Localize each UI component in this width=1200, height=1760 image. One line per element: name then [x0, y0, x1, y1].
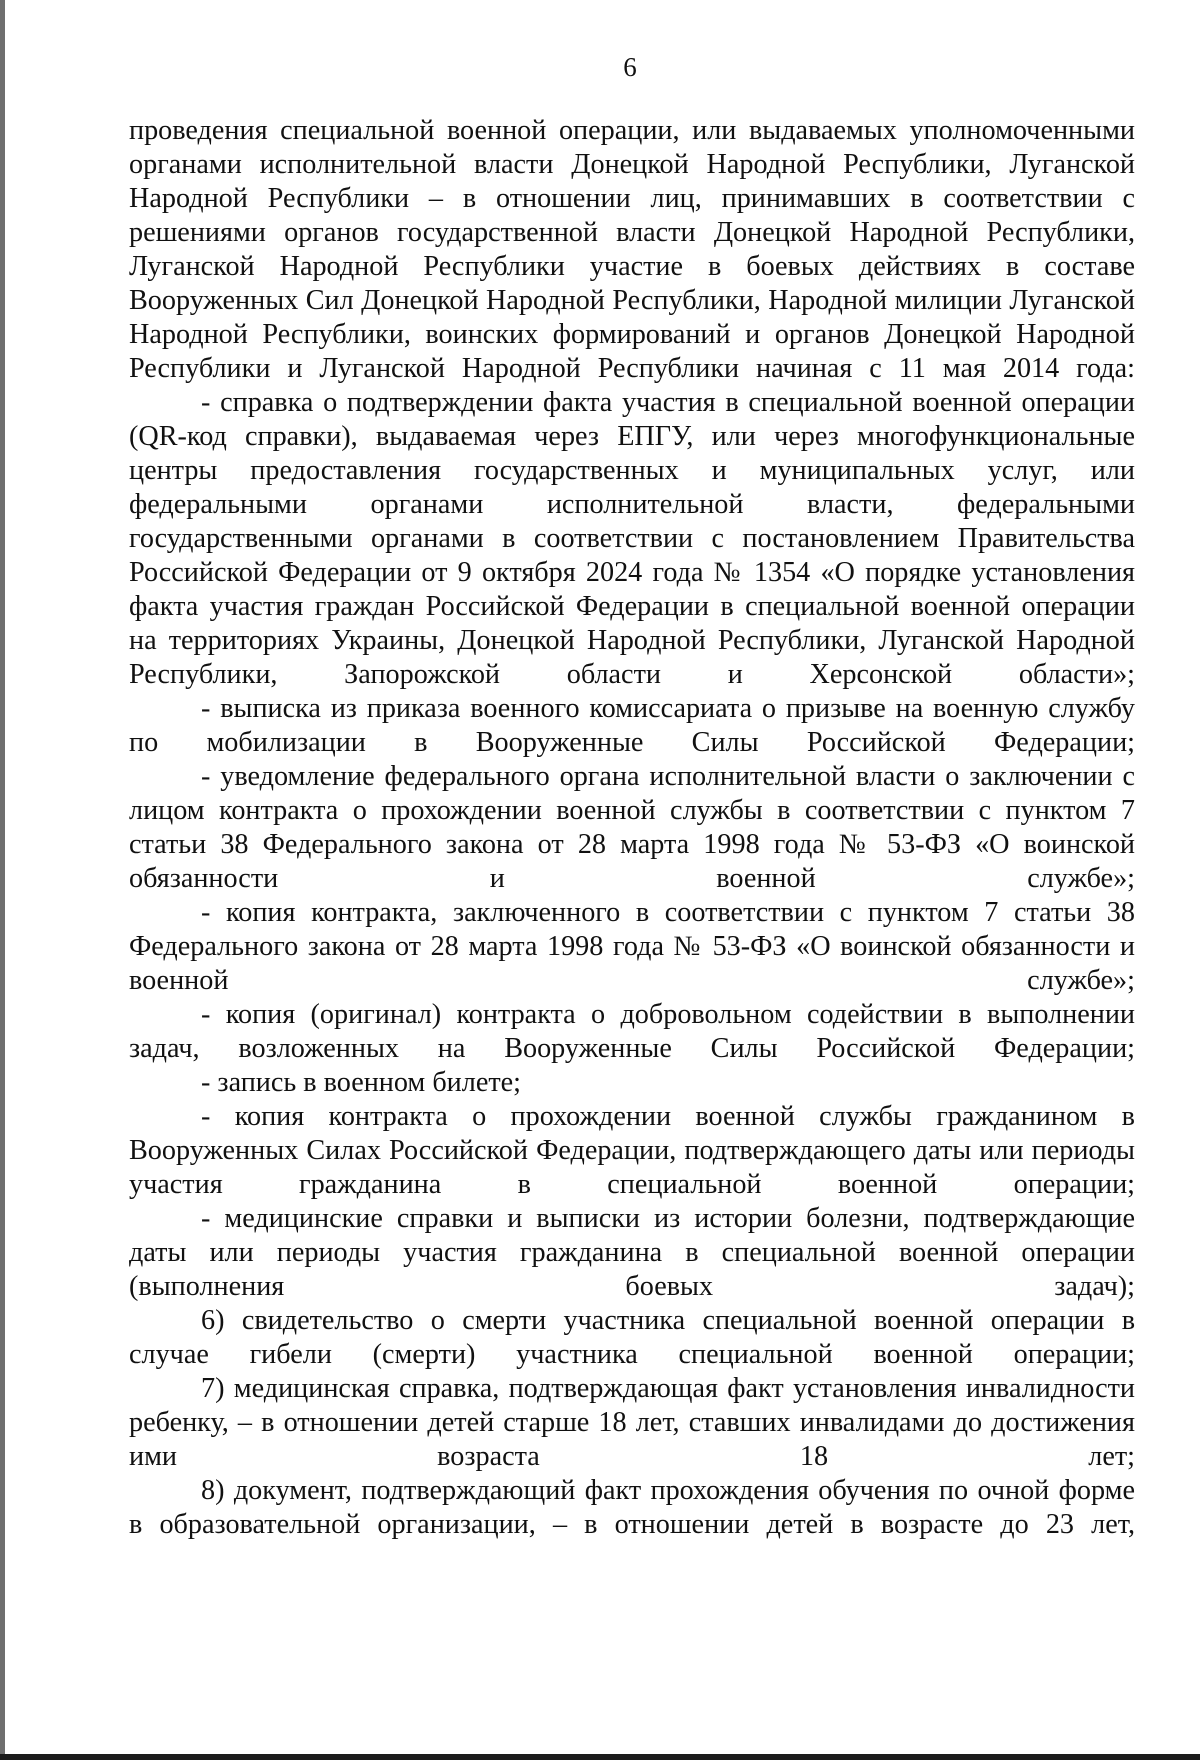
list-item-volunteer-contract: - копия (оригинал) контракта о добровольном содействии в выполнении задач, возложенных на Вооруженные Силы Российской Федерации; [129, 999, 1135, 1064]
page-number: 6 [623, 52, 637, 82]
list-item-contract-copy: - копия контракта, заключенного в соответствии с пунктом 7 статьи 38 Федерального закона от 28 марта 1998 года № 53-ФЗ «О воинской обязанности и военной службе»; [129, 897, 1135, 996]
scan-bottom-edge [0, 1754, 1200, 1760]
list-item-svo-certificate: - справка о подтверждении факта участия в специальной военной операции (QR-код справки), выдаваемая через ЕПГУ, или через многофункциональные центры предоставления государственных и муниципальных услуг, или федеральными органами исполнительной власти, федеральными государственными органами в соответствии с постановлением Правительства Российской Федерации от 9 октября 2024 года № 1354 «О порядке установления факта участия граждан Российской Федерации в специальной военной операции на территориях Украины, Донецкой Народной Республики, Луганской Народной Республики, Запорожской области и Херсонской области»; [129, 387, 1135, 690]
paragraph-continuation: проведения специальной военной операции, или выдаваемых уполномоченными органами исполнительной власти Донецкой Народной Республики, Луганской Народной Республики – в отношении лиц, принимавших в соответствии с решениями органов государственной власти Донецкой Народной Республики, Луганской Народной Республики участие в боевых действиях в составе Вооруженных Сил Донецкой Народной Республики, Народной милиции Луганской Народной Республики, воинских формирований и органов Донецкой Народной Республики и Луганской Народной Республики начиная с 11 мая 2014 года: [129, 115, 1135, 384]
list-item-medical-certificates: - медицинские справки и выписки из истории болезни, подтверждающие даты или периоды участия гражданина в специальной военной операции (выполнения боевых задач); [129, 1203, 1135, 1302]
list-item-service-contract: - копия контракта о прохождении военной службы гражданином в Вооруженных Силах Российской Федерации, подтверждающего даты или периоды участия гражданина в специальной военной операции; [129, 1101, 1135, 1200]
scan-left-edge [0, 0, 5, 1760]
list-item-military-id: - запись в военном билете; [201, 1067, 521, 1098]
item-6-death-certificate: 6) свидетельство о смерти участника специальной военной операции в случае гибели (смерти) участника специальной военной операции; [129, 1305, 1135, 1370]
list-item-contract-notice: - уведомление федерального органа исполнительной власти о заключении с лицом контракта о прохождении военной службы в соответствии с пунктом 7 статьи 38 Федерального закона от 28 марта 1998 года № 53-ФЗ «О воинской обязанности и военной службе»; [129, 761, 1135, 894]
list-item-mobilization-order: - выписка из приказа военного комиссариата о призыве на военную службу по мобилизации в Вооруженные Силы Российской Федерации; [129, 693, 1135, 758]
item-8-education-document: 8) документ, подтверждающий факт прохождения обучения по очной форме в образовательной организации, – в отношении детей в возрасте до 23 лет, [129, 1475, 1135, 1540]
document-body [129, 114, 1135, 1542]
item-7-disability-certificate: 7) медицинская справка, подтверждающая факт установления инвалидности ребенку, – в отношении детей старше 18 лет, ставших инвалидами до достижения ими возраста 18 лет; [129, 1373, 1135, 1472]
